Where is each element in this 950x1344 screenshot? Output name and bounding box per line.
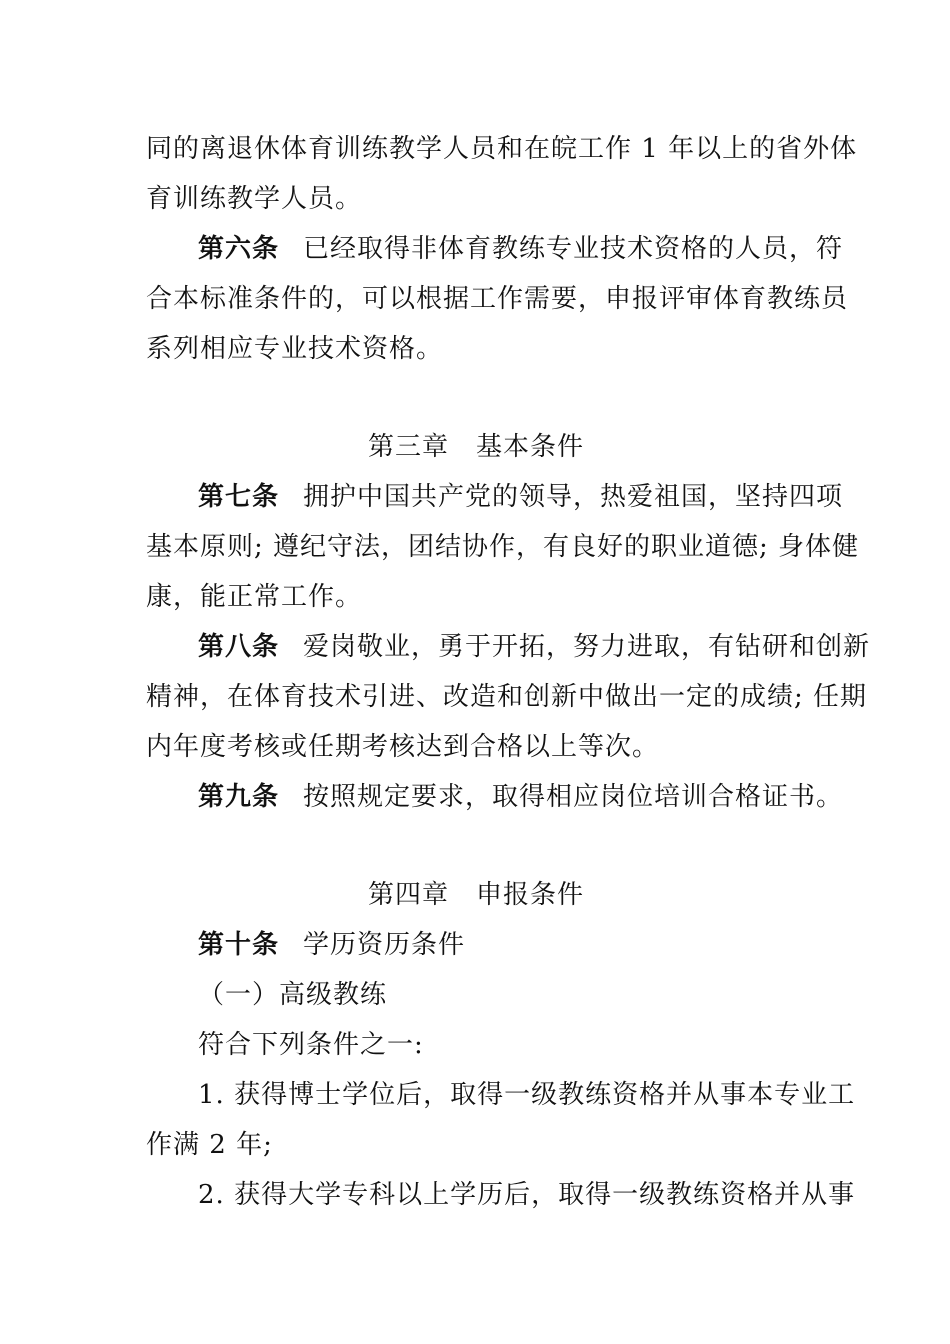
- chapter-3-heading: 第三章 基本条件: [367, 432, 584, 462]
- article-6-text: 已经取得非体育教练专业技术资格的人员，符: [303, 234, 844, 264]
- article-10-text: 学历资历条件: [303, 930, 466, 960]
- article-8-line: [146, 622, 871, 672]
- article-10-line: [146, 920, 806, 970]
- text-line: 基本原则; 遵纪守法，团结协作，有良好的职业道德; 身体健: [146, 532, 860, 562]
- text-line: 内年度考核或任期考核达到合格以上等次。: [146, 732, 660, 762]
- text-line: 合本标准条件的，可以根据工作需要，申报评审体育教练员: [146, 284, 849, 314]
- article-7-title: 第七条: [198, 482, 280, 512]
- text-line: 育训练教学人员。: [146, 184, 363, 214]
- article-10-title: 第十条: [198, 930, 280, 960]
- text-line: 精神，在体育技术引进、改造和创新中做出一定的成绩; 任期: [146, 682, 868, 712]
- article-7-text: 拥护中国共产党的领导，热爱祖国，坚持四项: [303, 482, 844, 512]
- section-1-heading: （一）高级教练: [198, 980, 388, 1010]
- article-9-line: [146, 772, 844, 822]
- spacer: [146, 374, 806, 422]
- document-page: [146, 124, 871, 1220]
- article-9-text: 按照规定要求，取得相应岗位培训合格证书。: [303, 782, 844, 812]
- text-line: 系列相应专业技术资格。: [146, 334, 444, 364]
- list-item-1-cont: 作满 2 年;: [146, 1130, 273, 1160]
- text-line: 康，能正常工作。: [146, 582, 363, 612]
- section-1-intro: 符合下列条件之一:: [198, 1030, 424, 1060]
- article-6-title: 第六条: [198, 234, 280, 264]
- article-9-title: 第九条: [198, 782, 280, 812]
- article-6-line: [146, 224, 844, 274]
- article-8-title: 第八条: [198, 632, 280, 662]
- article-7-line: [146, 472, 844, 522]
- list-item-2: 2. 获得大学专科以上学历后，取得一级教练资格并从事: [198, 1180, 856, 1210]
- text-line: 同的离退休体育训练教学人员和在皖工作 1 年以上的省外体: [146, 134, 858, 164]
- chapter-4-heading: 第四章 申报条件: [367, 880, 584, 910]
- spacer: [146, 822, 806, 870]
- list-item-1: 1. 获得博士学位后，取得一级教练资格并从事本专业工: [198, 1080, 856, 1110]
- article-8-text: 爱岗敬业，勇于开拓，努力进取，有钻研和创新: [303, 632, 871, 662]
